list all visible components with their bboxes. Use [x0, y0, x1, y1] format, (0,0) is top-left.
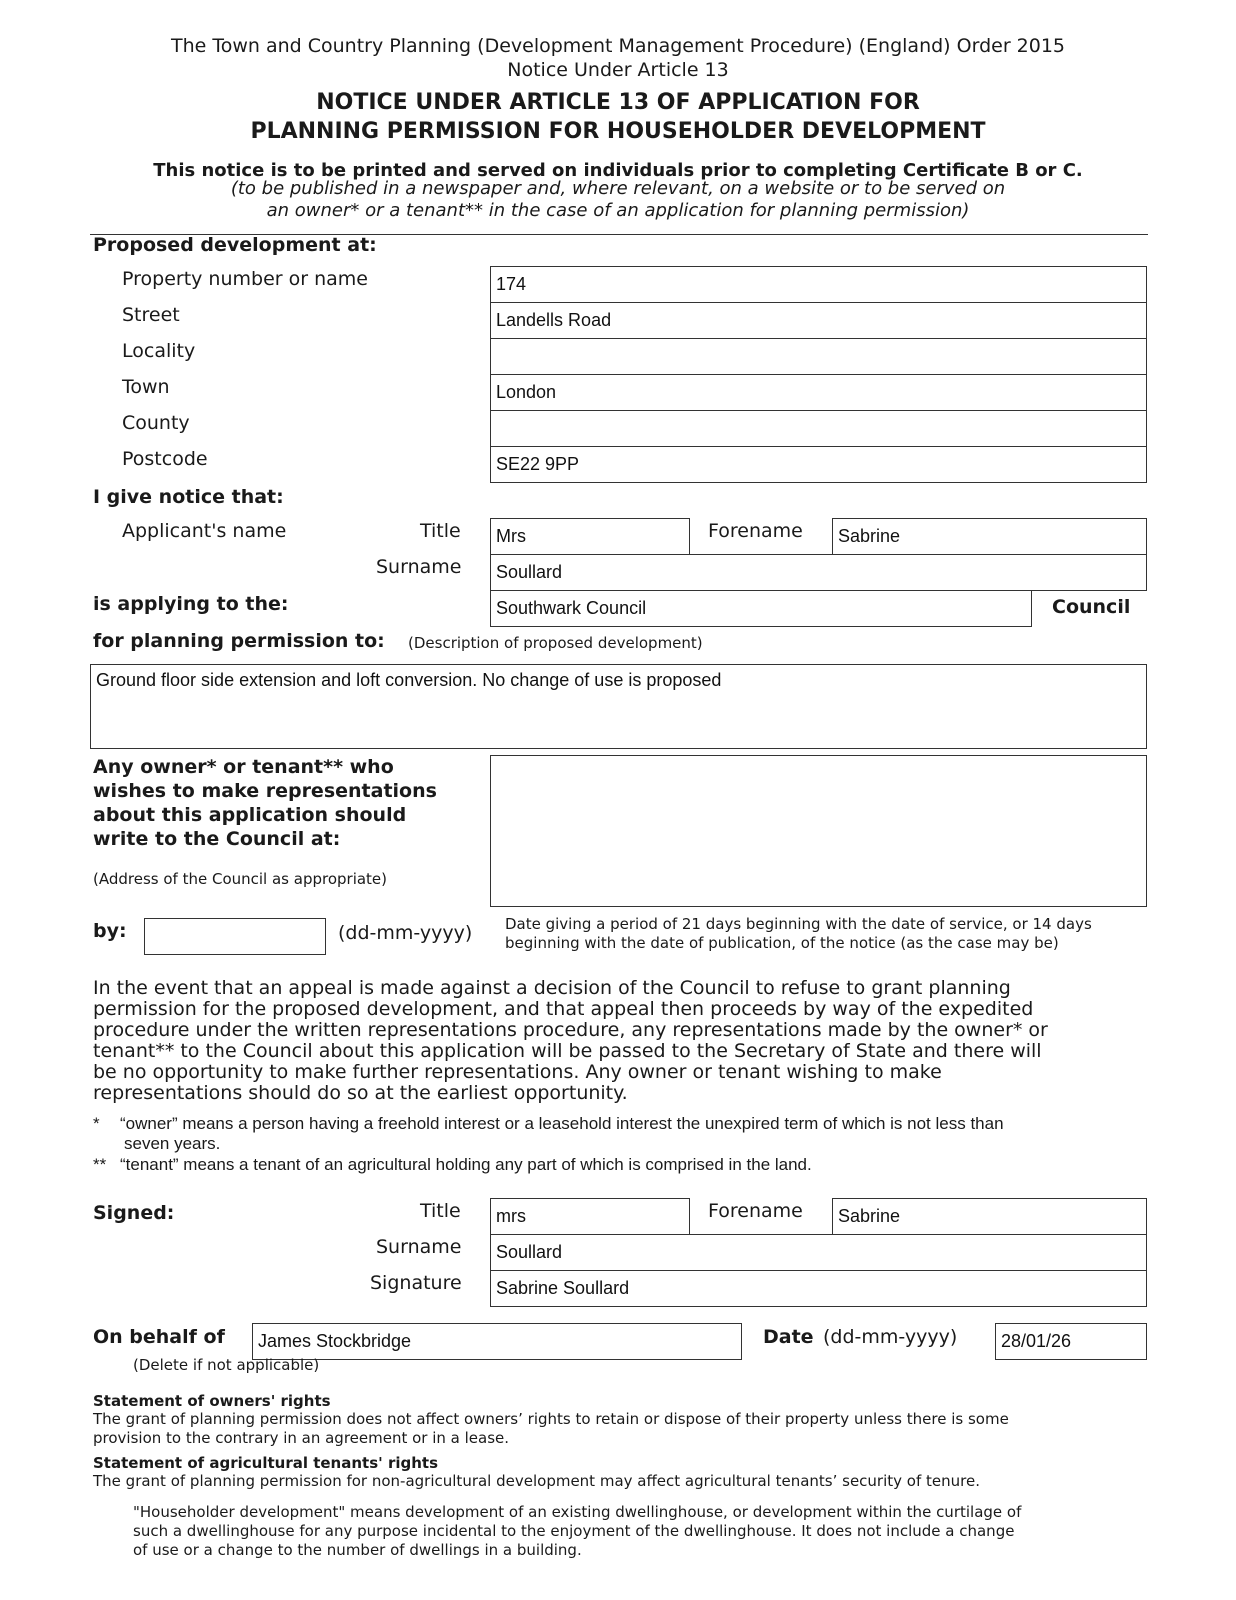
by-label: by: [93, 920, 127, 942]
tenants-rights-heading: Statement of agricultural tenants' rights [93, 1454, 438, 1472]
representations-line4: write to the Council at: [93, 828, 341, 850]
by-date-format: (dd-mm-yyyy) [338, 922, 473, 944]
signed-forename-label: Forename [708, 1200, 803, 1222]
date-label: Date [763, 1326, 814, 1348]
council-suffix: Council [1052, 596, 1131, 618]
applicant-forename-field[interactable]: Sabrine [832, 518, 1147, 555]
applicant-surname-label: Surname [376, 556, 462, 578]
signed-title-label: Title [420, 1200, 461, 1222]
signed-heading: Signed: [93, 1202, 175, 1224]
signed-surname-field[interactable]: Soullard [490, 1234, 1147, 1271]
owners-rights-heading: Statement of owners' rights [93, 1392, 331, 1410]
tenant-footnote-mark: ** [93, 1155, 107, 1174]
signature-field[interactable]: Sabrine Soullard [490, 1270, 1147, 1307]
date-period-note-line2: beginning with the date of publication, of the notice (as the case may be) [505, 934, 1059, 952]
county-field[interactable] [490, 410, 1147, 447]
owner-definition-line2: seven years. [124, 1134, 221, 1153]
on-behalf-field[interactable]: James Stockbridge [252, 1323, 742, 1360]
appeal-text-line2: permission for the proposed development, and that appeal then proceeds by way of the expedited [93, 998, 1034, 1020]
order-title: The Town and Country Planning (Development Management Procedure) (England) Order 2015 [170, 35, 1066, 57]
street-field[interactable]: Landells Road [490, 302, 1147, 339]
development-description-field[interactable]: Ground floor side extension and loft conversion. No change of use is proposed [90, 664, 1147, 749]
description-hint: (Description of proposed development) [408, 634, 703, 652]
date-period-note-line1: Date giving a period of 21 days beginning with the date of service, or 14 days [505, 915, 1092, 933]
appeal-text-line4: tenant** to the Council about this application will be passed to the Secretary of State and there will [93, 1040, 1042, 1062]
property-number-field[interactable]: 174 [490, 266, 1147, 303]
owners-rights-line2: provision to the contrary in an agreement or in a lease. [93, 1429, 510, 1447]
planning-permission-label: for planning permission to: [93, 630, 385, 652]
owner-definition-line1: “owner” means a person having a freehold interest or a leasehold interest the unexpired term of which is not less than [120, 1114, 1004, 1133]
town-label: Town [122, 376, 170, 398]
appeal-text-line6: representations should do so at the earliest opportunity. [93, 1082, 628, 1104]
owner-footnote-mark: * [93, 1114, 100, 1133]
householder-definition-line3: of use or a change to the number of dwellings in a building. [133, 1541, 582, 1559]
town-field[interactable]: London [490, 374, 1147, 411]
date-format-hint: (dd-mm-yyyy) [823, 1326, 958, 1348]
representations-line3: about this application should [93, 804, 407, 826]
locality-label: Locality [122, 340, 196, 362]
signed-date-field[interactable]: 28/01/26 [995, 1323, 1147, 1360]
council-field[interactable]: Southwark Council [490, 590, 1032, 627]
delete-if-not-applicable-hint: (Delete if not applicable) [133, 1356, 320, 1374]
appeal-text-line1: In the event that an appeal is made against a decision of the Council to refuse to grant planning [93, 977, 1011, 999]
householder-definition-line2: such a dwellinghouse for any purpose incidental to the enjoyment of the dwellinghouse. It does not include a change [133, 1522, 1015, 1540]
notice-title-line1: NOTICE UNDER ARTICLE 13 OF APPLICATION FOR [316, 90, 920, 115]
applicant-forename-label: Forename [708, 520, 803, 542]
notice-heading: I give notice that: [93, 486, 284, 508]
applicant-title-label: Title [420, 520, 461, 542]
postcode-field[interactable]: SE22 9PP [490, 446, 1147, 483]
county-label: County [122, 412, 190, 434]
owners-rights-line1: The grant of planning permission does not affect owners’ rights to retain or dispose of their property unless there is some [93, 1410, 1009, 1428]
tenant-definition: “tenant” means a tenant of an agricultural holding any part of which is comprised in the land. [120, 1155, 812, 1174]
postcode-label: Postcode [122, 448, 208, 470]
publication-note-line2: an owner* or a tenant** in the case of an application for planning permission) [266, 200, 970, 221]
appeal-text-line5: be no opportunity to make further representations. Any owner or tenant wishing to make [93, 1061, 942, 1083]
signed-title-field[interactable]: mrs [490, 1198, 690, 1235]
signature-label: Signature [370, 1272, 462, 1294]
signed-forename-field[interactable]: Sabrine [832, 1198, 1147, 1235]
property-number-label: Property number or name [122, 268, 368, 290]
representations-line2: wishes to make representations [93, 780, 437, 802]
applying-to-label: is applying to the: [93, 593, 289, 615]
article-subtitle: Notice Under Article 13 [507, 59, 729, 81]
appeal-text-line3: procedure under the written representations procedure, any representations made by the owner* or [93, 1019, 1048, 1041]
street-label: Street [122, 304, 180, 326]
notice-title-line2: PLANNING PERMISSION FOR HOUSEHOLDER DEVELOPMENT [250, 119, 986, 144]
applicant-name-label: Applicant's name [122, 520, 287, 542]
signed-surname-label: Surname [376, 1236, 462, 1258]
applicant-surname-field[interactable]: Soullard [490, 554, 1147, 591]
development-heading: Proposed development at: [93, 234, 377, 256]
tenants-rights-line: The grant of planning permission for non-agricultural development may affect agricultural tenants’ security of tenure. [93, 1472, 980, 1490]
by-date-field[interactable] [144, 918, 326, 955]
print-instruction: This notice is to be printed and served on individuals prior to completing Certificate B or C. [153, 160, 1083, 181]
locality-field[interactable] [490, 338, 1147, 375]
householder-definition-line1: "Householder development" means development of an existing dwellinghouse, or development within the curtilage of [133, 1503, 1022, 1521]
council-address-field[interactable] [490, 755, 1147, 907]
on-behalf-label: On behalf of [93, 1326, 225, 1348]
representations-line1: Any owner* or tenant** who [93, 756, 394, 778]
publication-note-line1: (to be published in a newspaper and, where relevant, on a website or to be served on [230, 178, 1006, 199]
council-address-hint: (Address of the Council as appropriate) [93, 870, 388, 888]
applicant-title-field[interactable]: Mrs [490, 518, 690, 555]
